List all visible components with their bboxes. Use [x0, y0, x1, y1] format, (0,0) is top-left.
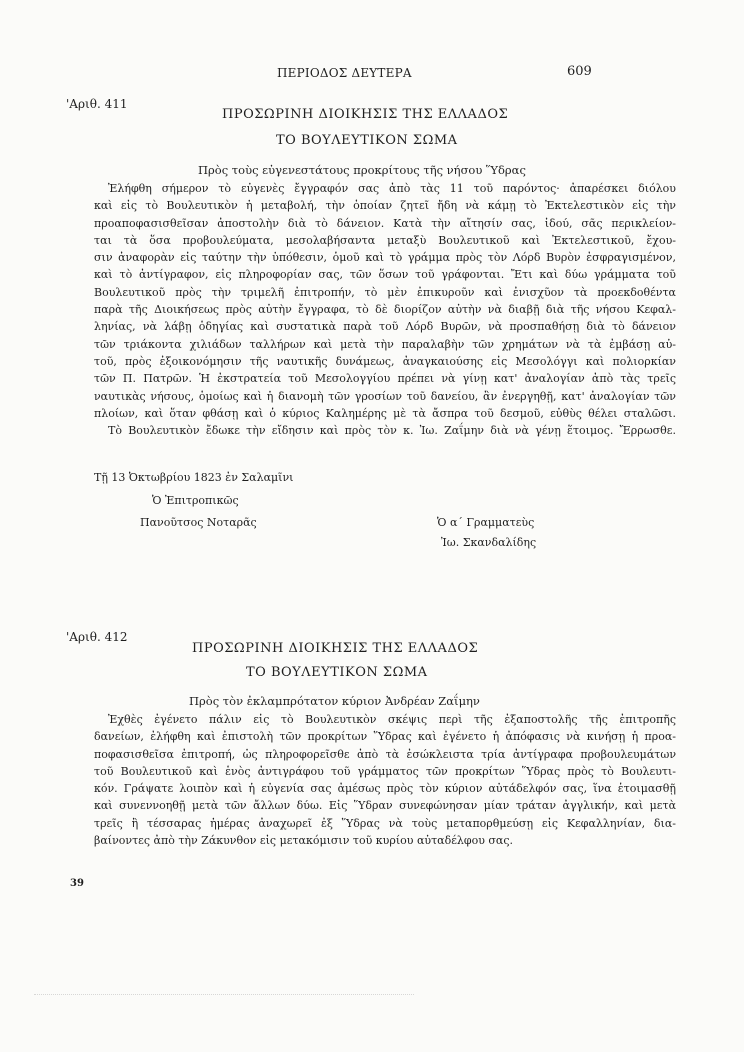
body-line: τρεῖς ἢ τέσσαρας ἡμέρας ἀναχωρεῖ ἐξ Ὕδρας νὰ τοὺς μεταπορθμεύσῃ εἰς Κεφαλληνίαν, δια- [94, 816, 676, 830]
body-line: τοῦ, πρὸς ἐξοικονόμησιν τῆς ναυτικῆς δυνάμεως, ἀναγκαιούσης εἰς Μεσολόγγι καὶ πολιορκίαν [94, 354, 676, 368]
body-line: παρὰ τῆς Διοικήσεως πρὸς αὐτὴν ἔγγραφα, τὸ δὲ διορίζον αὐτὴν νὰ διαβῇ διὰ τῆς νήσου Κεφαλ- [94, 303, 676, 317]
body-line: προαποφασισθεῖσαν ἀποστολὴν διὰ τὸ δάνειον. Κατὰ τὴν αἴτησίν σας, ἰδού, σᾶς περικλείον- [94, 216, 676, 230]
body-line: Ἐχθὲς ἐγένετο πάλιν εἰς τὸ Βουλευτικὸν σκέψις περὶ τῆς ἐξαποστολῆς τῆς ἐπιτροπῆς [108, 713, 676, 726]
doc-number-411: 'Αριθ. 411 [66, 97, 128, 111]
body-line: τῶν τριάκοντα χιλιάδων ταλλήρων καὶ μετὰ τὴν παραλαβὴν τῶν χρημάτων νὰ τὰ ἐμβάσῃ αὐ- [94, 337, 676, 351]
body-line: ναυτικὰς νήσους, ὁμοίως καὶ ἡ διανομὴ τῶν γροσίων τοῦ δανείου, ἂν ἐνεργηθῇ, κατ' ἀναλογίαν τῶν [94, 389, 676, 403]
body-line: βαίνοντες ἀπὸ τὴν Ζάκυνθον εἰς μετακόμισιν τοῦ κυρίου αὐταδέλφου σας. [94, 834, 513, 848]
doc411-signer-right-role: Ὁ α΄ Γραμματεὺς [437, 516, 535, 529]
body-line: σιν ἀναφορὰν εἰς ταύτην τὴν ὑπόθεσιν, ὁμοῦ καὶ τὸ γράμμα πρὸς τὸν Λόρδ Βυρὸν ἐσφραγισμένον, [94, 251, 676, 265]
doc411-addressee: Πρὸς τοὺς εὐγενεστάτους προκρίτους τῆς νήσου Ὕδρας [198, 163, 526, 177]
body-line: ποφασισθεῖσα ἐπιτροπή, ὡς πληροφορεῖσθε ἀπὸ τὰ ἐσώκλειστα τρία ἀντίγραφα προβουλευμάτων [94, 747, 676, 761]
doc412-body [94, 711, 676, 849]
doc412-title-line2: ΤΟ ΒΟΥΛΕΥΤΙΚΟΝ ΣΩΜΑ [246, 665, 428, 680]
body-line: δανείων, ἐλήφθη καὶ ἐπιστολὴ τῶν προκρίτων Ὕδρας καὶ ἐγένετο ἡ ἀπόφασις νὰ κινήσῃ ἡ προα- [94, 730, 676, 744]
scan-specks [34, 994, 414, 998]
doc411-title-line1: ΠΡΟΣΩΡΙΝΗ ΔΙΟΙΚΗΣΙΣ ΤΗΣ ΕΛΛΑΔΟΣ [222, 107, 509, 122]
doc411-signer-left-name: Πανοῦτσος Νοταρᾶς [140, 516, 257, 529]
doc-number-412: 'Αριθ. 412 [66, 630, 128, 644]
body-line: καὶ συνεννοηθῇ μετὰ τῶν ἄλλων δύω. Εἰς Ὕδραν συνεφώνησαν μίαν τράταν ἀγγλικήν, καὶ μετὰ [94, 799, 676, 813]
sheet-signature: 39 [70, 878, 84, 889]
doc411-date-line: Τῇ 13 Ὀκτωβρίου 1823 ἐν Σαλαμῖνι [94, 471, 294, 484]
doc411-title-line2: ΤΟ ΒΟΥΛΕΥΤΙΚΟΝ ΣΩΜΑ [276, 133, 458, 148]
body-line: τοῦ Βουλευτικοῦ καὶ ἑνὸς ἀντιγράφου τοῦ γράμματος τῶν προκρίτων Ὕδρας πρὸς τὸ Βουλευτι- [94, 764, 676, 778]
doc411-signer-left-role: Ὁ Ἐπιτροπικῶς [152, 494, 239, 507]
body-line: κόν. Γράψατε λοιπὸν καὶ ἡ εὐγενία σας ἀμέσως πρὸς τὸν κύριον αὐτάδελφόν σας, ἵνα ἑτοιμασθῇ [94, 782, 676, 796]
body-line: ληνίας, νὰ λάβῃ ὁδηγίας καὶ συστατικὰ παρὰ τοῦ Λόρδ Βυρῶν, νὰ προσπαθήσῃ διὰ τὸ δάνειον [94, 320, 676, 334]
body-line: τῶν Π. Πατρῶν. Ἡ ἐκστρατεία τοῦ Μεσολογγίου πρέπει νὰ γίνῃ κατ' ἀναλογίαν ἀπὸ τὰς τρεῖς [94, 372, 676, 386]
doc411-body [94, 180, 676, 439]
body-line: καὶ εἰς τὸ Βουλευτικὸν ἡ μεταβολή, τὴν ὁποίαν ζητεῖ ἤδη νὰ κάμῃ τὸ Ἐκτελεστικὸν εἰς τὴν [94, 199, 676, 213]
doc412-title-line1: ΠΡΟΣΩΡΙΝΗ ΔΙΟΙΚΗΣΙΣ ΤΗΣ ΕΛΛΑΔΟΣ [192, 641, 479, 656]
running-head: ΠΕΡΙΟΔΟΣ ΔΕΥΤΕΡΑ [277, 66, 412, 80]
body-line: Ἐλήφθη σήμερον τὸ εὐγενὲς ἔγγραφόν σας ἀπὸ τὰς 11 τοῦ παρόντος· ἀπαρέσκει διόλου [108, 182, 676, 195]
body-line: καὶ τὸ ἀντίγραφον, εἰς πληροφορίαν σας, τῶν ὅσων τοῦ γράφονται. Ἔτι καὶ δύω γράμματα τοῦ [94, 268, 676, 282]
doc412-addressee: Πρὸς τὸν ἐκλαμπρότατον κύριον Ἀνδρέαν Ζαΐμην [189, 694, 480, 708]
body-line: ται τὰ ὅσα προβουλεύματα, μεσολαβήσαντα μεταξὺ Βουλευτικοῦ καὶ Ἐκτελεστικοῦ, ἔχου- [94, 233, 676, 247]
doc411-signer-right-name: Ἰω. Σκανδαλίδης [441, 536, 537, 549]
page-number: 609 [567, 64, 592, 79]
body-line: Βουλευτικοῦ πρὸς τὴν τριμελῆ ἐπιτροπήν, τὸ μὲν ἐπικυροῦν καὶ ἐνισχῦον τὰ προεκδοθέντα [94, 285, 676, 299]
body-line: πλοίων, καὶ ὅταν φθάσῃ καὶ ὁ κύριος Καλημέρης μὲ τὰ ἄσπρα τοῦ δεσμοῦ, εὐθὺς θέλει σταλῶσι. [94, 406, 676, 420]
body-line: Τὸ Βουλευτικὸν ἔδωκε τὴν εἴδησιν καὶ πρὸς τὸν κ. Ἰω. Ζαΐμην διὰ νὰ γένῃ ἕτοιμος. Ἔρρωσθε. [108, 424, 676, 438]
